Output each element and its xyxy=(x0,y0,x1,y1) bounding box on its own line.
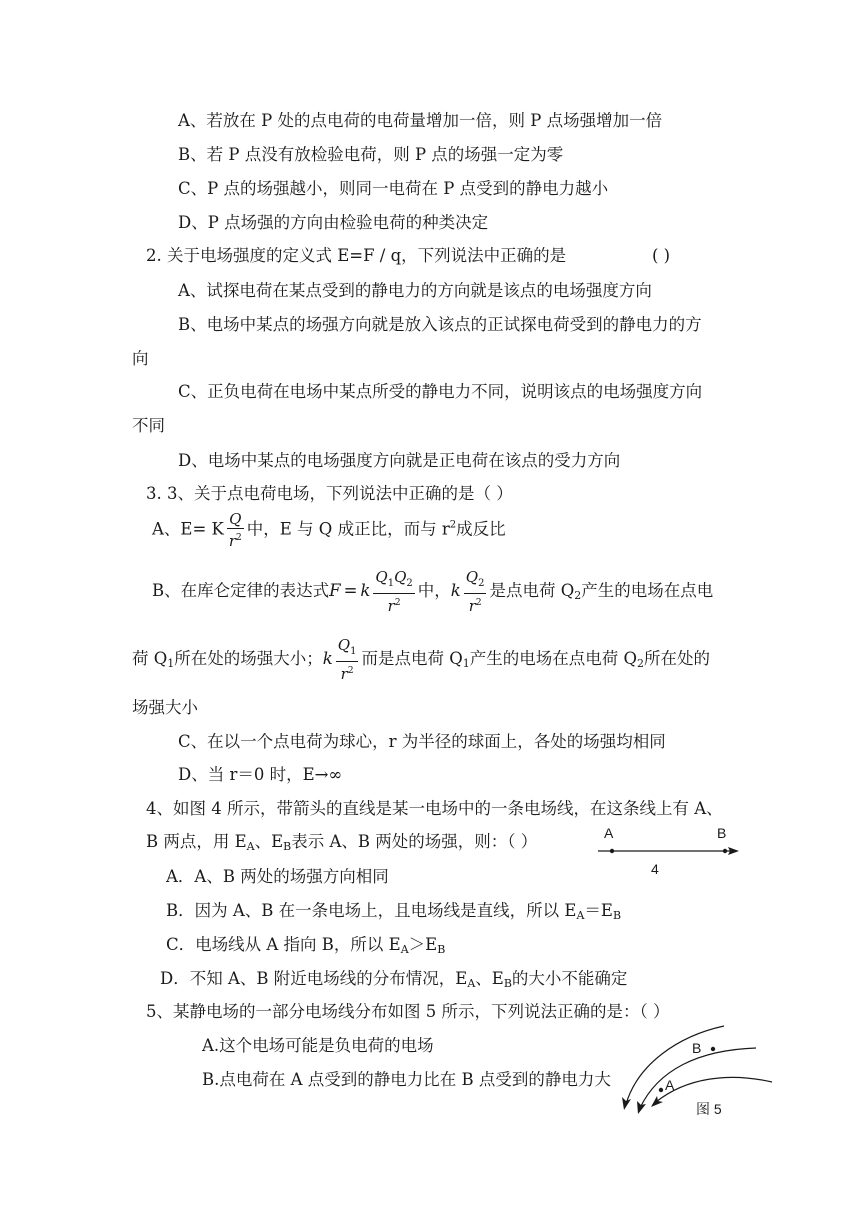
q1-option-a xyxy=(178,110,662,132)
q2-field-symbol: Q xyxy=(465,568,479,586)
q1-option-b-text: B、若 P 点没有放检验电荷，则 P 点的场强一定为零 xyxy=(178,145,564,164)
q2-answer-paren-text: ( ) xyxy=(652,246,671,265)
fig4-label-b: B xyxy=(717,825,727,841)
q3-option-b-line2 xyxy=(132,636,710,683)
q2-option-a-text: A、试探电荷在某点受到的静电力的方向就是该点的电场强度方向 xyxy=(178,281,652,300)
formula-k-2: k xyxy=(450,581,461,600)
q3-option-d xyxy=(178,764,342,786)
q4-b-eq: ＝E xyxy=(584,901,613,920)
q3-option-a-prefix: A、E= K xyxy=(152,519,224,539)
q1-option-c xyxy=(178,178,608,200)
q1-subscript: 1 xyxy=(387,578,395,589)
q2-symbol: Q xyxy=(394,568,407,586)
q4-option-b xyxy=(166,900,621,927)
q2-field-denominator xyxy=(464,594,487,615)
arrowhead-icon-1 xyxy=(622,1097,631,1110)
q2-option-c-text: C、正负电荷在电场中某点所受的静电力不同，说明该点的电场强度方向 xyxy=(178,382,703,401)
fraction-numerator: Q xyxy=(227,510,244,529)
q4-d-mid: 、E xyxy=(475,969,504,988)
q3-stem-text: 3. 3、关于点电荷电场，下列说法中正确的是（ ） xyxy=(146,484,513,503)
q3-option-b-line1 xyxy=(152,568,713,615)
q5-option-a-text: A.这个电场可能是负电荷的电场 xyxy=(202,1036,434,1055)
q2-option-a xyxy=(178,280,652,302)
figure-5 xyxy=(618,1024,778,1124)
q1-option-d xyxy=(178,212,488,234)
q1-option-a-text: A、若放在 P 处的点电荷的电荷量增加一倍，则 P 点场强增加一倍 xyxy=(178,111,663,130)
fraction-exponent: 2 xyxy=(236,533,242,543)
q2-option-c-line1 xyxy=(178,381,702,403)
q1-option-c-text: C、P 点的场强越小，则同一电荷在 P 点受到的静电力越小 xyxy=(178,179,609,198)
q4-option-a xyxy=(166,866,389,888)
fig5-label-b: B xyxy=(692,1040,702,1056)
q5-option-b xyxy=(202,1069,611,1091)
point-a-dot xyxy=(659,1088,663,1092)
q2-option-b-cont: 向 xyxy=(132,349,149,368)
q3-option-a-sup: 2 xyxy=(449,519,457,531)
q2-field-numerator xyxy=(464,568,487,594)
point-a-dot xyxy=(610,849,614,853)
q4-option-d-text: D．不知 A、B 附近电场线的分布情况，E xyxy=(160,969,468,988)
q3-option-c xyxy=(178,731,666,753)
formula-equals: = xyxy=(343,581,358,600)
figure-4 xyxy=(596,824,746,877)
q4-sub-a: A xyxy=(246,840,255,853)
q3-option-b-mid: 中， xyxy=(417,581,451,600)
r-exponent-3: 2 xyxy=(347,666,354,676)
q4-d-sub-b: B xyxy=(503,977,512,990)
fraction-denominator xyxy=(227,529,244,550)
q3-option-d-text: D、当 r＝0 时，E→∞ xyxy=(178,765,343,784)
q2-option-b-line2 xyxy=(132,348,149,370)
q4-option-c-text: C．电场线从 A 指向 B，所以 E xyxy=(166,935,401,954)
q3-stem xyxy=(146,483,513,505)
q1-option-d-text: D、P 点场强的方向由检验电荷的种类决定 xyxy=(178,213,489,232)
q4-stem-text: 4、如图 4 所示，带箭头的直线是某一电场中的一条电场线，在这条线上有 A、 xyxy=(146,799,723,818)
r-symbol-2: r xyxy=(468,597,476,615)
q2-option-b-text: B、电场中某点的场强方向就是放入该点的正试探电荷受到的静电力的方 xyxy=(178,315,702,334)
formula-k-3: k xyxy=(322,649,333,668)
q3-option-b-line3 xyxy=(132,697,198,719)
q5-stem xyxy=(146,1001,669,1023)
coulomb-denominator xyxy=(373,594,414,615)
q3-option-a-end: 成反比 xyxy=(456,519,506,539)
q2-subscript: 2 xyxy=(406,578,413,589)
q4-stem2-prefix: B 两点，用 E xyxy=(146,832,247,851)
q1-field-symbol: Q xyxy=(337,636,351,654)
r-exponent: 2 xyxy=(394,598,401,608)
arrowhead-icon-2 xyxy=(637,1101,646,1114)
q3-b2-after: 而是点电荷 Q xyxy=(361,649,463,668)
q3-b2-sub2: 1 xyxy=(462,657,470,670)
r-symbol-3: r xyxy=(340,665,348,683)
q4-option-a-text: A．A、B 两处的场强方向相同 xyxy=(166,867,389,886)
q2-field-subscript: 2 xyxy=(478,578,485,589)
q3-option-b-prefix: B、在库仑定律的表达式 xyxy=(152,581,330,600)
coulomb-fraction xyxy=(373,568,414,615)
q3-option-b-cont: 场强大小 xyxy=(132,698,198,717)
q3-option-a xyxy=(152,510,506,550)
q3-option-b-end: 产生的电场在点电 xyxy=(581,581,714,600)
fig4-caption: 4 xyxy=(651,861,659,877)
coulomb-numerator xyxy=(373,568,414,594)
q4-c-sub-a: A xyxy=(400,943,409,956)
q3-b2-mid2: 产生的电场在点电荷 Q xyxy=(469,649,638,668)
formula-k: k xyxy=(360,581,371,600)
q1-symbol: Q xyxy=(375,568,388,586)
q1-field-numerator xyxy=(336,636,359,662)
q5-option-b-text: B.点电荷在 A 点受到的静电力比在 B 点受到的静电力大 xyxy=(202,1070,611,1089)
q4-b-sub-b: B xyxy=(612,909,622,922)
q1-field-denominator xyxy=(336,662,359,683)
q4-c-sub-b: B xyxy=(437,943,446,956)
q3-option-b-text: 是点电荷 Q xyxy=(489,581,575,600)
q3-option-a-text: 中，E 与 Q 成正比，而与 r xyxy=(246,519,450,539)
q4-stem-line1 xyxy=(146,798,723,820)
field-line-1 xyxy=(626,1026,724,1104)
r-symbol: r xyxy=(387,597,395,615)
q3-b2-sub1: 1 xyxy=(167,657,175,670)
fig5-caption: 图 5 xyxy=(696,1101,722,1117)
q1-option-b xyxy=(178,144,563,166)
q3-b2-end: 所在处的 xyxy=(644,649,711,668)
q4-c-gt: ＞E xyxy=(408,935,438,954)
q2-option-d xyxy=(178,450,620,472)
q3-b2-mid: 所在处的场强大小； xyxy=(174,649,323,668)
q2-option-d-text: D、电场中某点的电场强度方向就是正电荷在该点的受力方向 xyxy=(178,451,621,470)
q2-option-b-line1 xyxy=(178,314,702,336)
q2-answer-paren xyxy=(652,245,670,267)
point-b-dot xyxy=(723,849,727,853)
q2-option-c-cont: 不同 xyxy=(132,416,165,435)
q2-stem-text: 2. 关于电场强度的定义式 E=F / q，下列说法中正确的是 xyxy=(146,246,567,265)
q3-b2-sub3: 2 xyxy=(637,657,645,670)
q4-option-d xyxy=(160,968,627,995)
formula-F: F xyxy=(329,581,341,600)
q3-option-b-sub: 2 xyxy=(574,589,582,602)
q2-stem xyxy=(146,245,566,267)
q4-b-sub-a: A xyxy=(576,909,585,922)
q3-a-fraction xyxy=(227,510,244,550)
fig4-label-a: A xyxy=(604,825,614,841)
q1-field-fraction xyxy=(336,636,359,683)
q5-option-a xyxy=(202,1035,434,1057)
q4-option-c xyxy=(166,934,445,961)
r-exponent-2: 2 xyxy=(475,598,482,608)
q3-b2-prefix: 荷 Q xyxy=(132,649,168,668)
q3-option-c-text: C、在以一个点电荷为球心，r 为半径的球面上，各处的场强均相同 xyxy=(178,732,666,751)
fig5-label-a: A xyxy=(665,1077,675,1093)
q2-option-c-line2 xyxy=(132,415,165,437)
q4-option-b-text: B．因为 A、B 在一条电场上，且电场线是直线，所以 E xyxy=(166,901,577,920)
q4-stem2-post: 表示 A、B 两处的场强，则：（ ） xyxy=(291,832,538,851)
fraction-r: r xyxy=(228,532,237,550)
point-b-dot xyxy=(711,1047,715,1051)
q4-stem-line2 xyxy=(146,831,537,858)
q4-d-post: 的大小不能确定 xyxy=(511,969,628,988)
q1-field-subscript: 1 xyxy=(350,646,357,657)
q4-sub-b: B xyxy=(283,840,292,853)
q4-d-sub-a: A xyxy=(467,977,476,990)
q2-field-fraction xyxy=(464,568,487,615)
q4-sep: 、E xyxy=(254,832,284,851)
q5-stem-text: 5、某静电场的一部分电场线分布如图 5 所示，下列说法正确的是：（ ） xyxy=(146,1002,670,1021)
